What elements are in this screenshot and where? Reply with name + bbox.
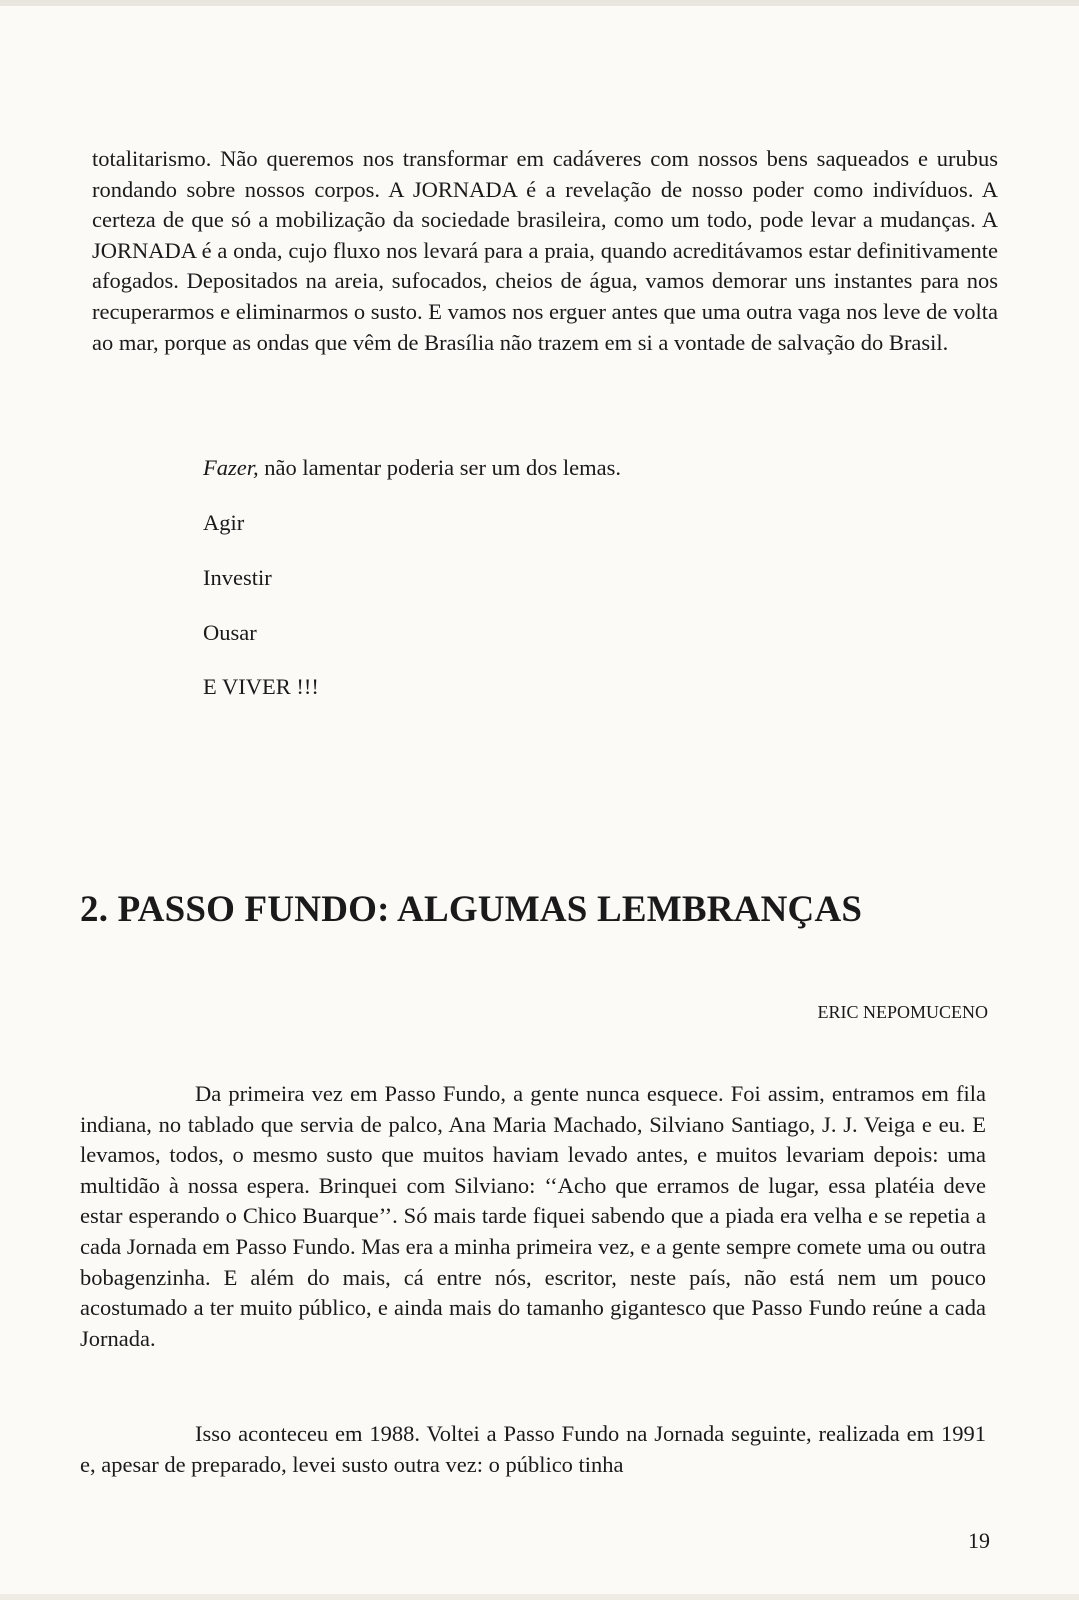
lema-viver: E VIVER !!! xyxy=(203,674,319,699)
paragraph-1988: Isso aconteceu em 1988. Voltei a Passo Fundo na Jornada seguinte, realizada em 1991 e, apesar de preparado, levei susto outra vez: o público tinha xyxy=(80,1421,986,1477)
paragraph-primeira-vez: Da primeira vez em Passo Fundo, a gente nunca esquece. Foi assim, entramos em fila indiana, no tablado que servia de palco, Ana Maria Machado, Silviano Santiago, J. J. Veiga e eu. E levamos, todos, o mesmo susto que muitos haviam levado antes, e muitos levariam depois: uma multidão à nossa espera. Brinquei com Silviano: ‘‘Acho que erramos de lugar, essa platéia deve estar esperando o Chico Buarque’’. Só mais tarde fiquei sabendo que a piada era velha e se repetia a cada Jornada em Passo Fundo. Mas era a minha primeira vez, e a gente sempre comete uma ou outra bobagenzinha. E além do mais, cá entre nós, escritor, neste país, não está nem um pouco acostumado a ter muito público, e ainda mais do tamanho gigantesco que Passo Fundo reúne a cada Jornada. xyxy=(80,1081,986,1351)
lemas-intro xyxy=(203,453,621,483)
lema-ousar: Ousar xyxy=(203,620,257,645)
paragraph-totalitarismo: totalitarismo. Não queremos nos transformar em cadáveres com nossos bens saqueados e urubus rondando sobre nossos corpos. A JORNADA é a revelação de nosso poder como indivíduos. A certeza de que só a mobilização da sociedade brasileira, como um todo, pode levar a mudanças. A JORNADA é a onda, cujo fluxo nos levará para a praia, quando acreditávamos estar definitivamente afogados. Depositados na areia, sufocados, cheios de água, vamos demorar uns instantes para nos recuperarmos e eliminarmos o susto. E vamos nos erguer antes que uma outra vaga nos leve de volta ao mar, porque as ondas que vêm de Brasília não trazem em si a vontade de salvação do Brasil. xyxy=(92,146,998,355)
chapter-title: 2. PASSO FUNDO: ALGUMAS LEMBRANÇAS xyxy=(80,889,863,930)
lemas-intro-text: não lamentar poderia ser um dos lemas. xyxy=(258,455,622,480)
chapter-author: ERIC NEPOMUCENO xyxy=(817,1002,988,1022)
lema-agir: Agir xyxy=(203,510,245,535)
lema-investir: Investir xyxy=(203,565,272,590)
lemas-intro-italic: Fazer, xyxy=(203,455,259,480)
page-number: 19 xyxy=(968,1528,990,1553)
